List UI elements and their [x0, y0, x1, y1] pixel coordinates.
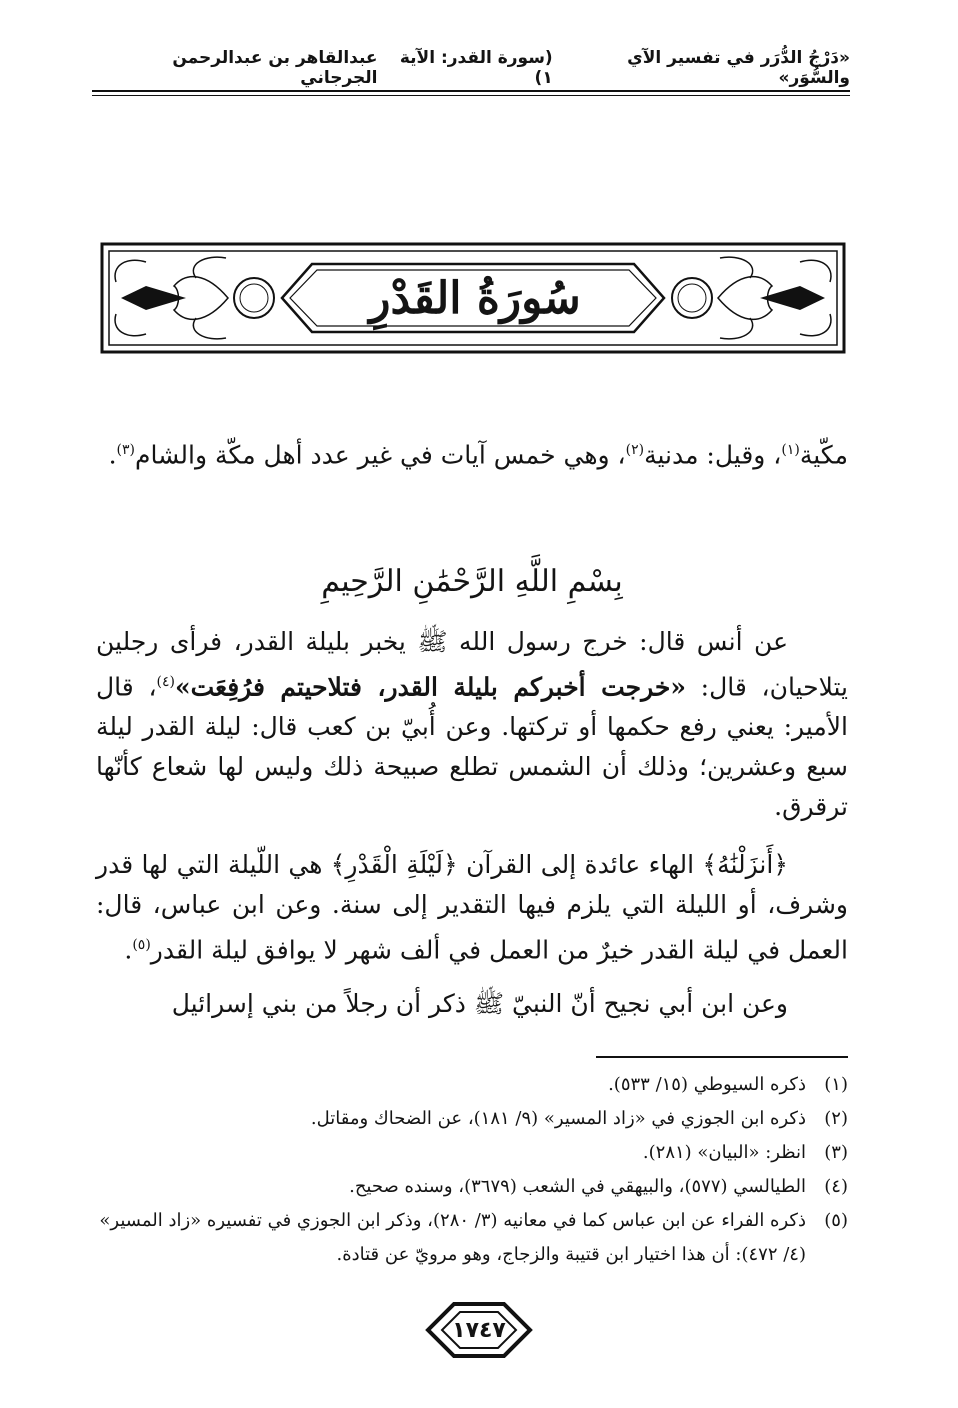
footnote-ref-1: (١) — [781, 442, 800, 458]
footnote-number: (٣) — [824, 1142, 848, 1163]
footnotes-list — [96, 1068, 848, 1272]
footnote-text: ذكره ابن الجوزي في «زاد المسير» (٩/ ١٨١)، عن الضحاك ومقاتل. — [310, 1108, 806, 1129]
page-number-ornament — [424, 1300, 534, 1360]
surah-intro-paragraph — [96, 430, 848, 475]
surah-title: سُورَةُ القَدْرِ — [369, 272, 581, 324]
footnote-text: ذكره السيوطي (١٥/ ٥٣٣). — [608, 1074, 806, 1095]
footnote-ref-4: (٤) — [156, 674, 175, 690]
intro-text-a: مكّية — [799, 440, 848, 470]
footnote-text: ذكره الفراء عن ابن عباس كما في معانيه (٣/ ٢٨٠)، وذكر ابن الجوزي في تفسيره «زاد المسير» (٤/ ٤٧٢): أن هذا اختيار ابن قتيبة والزجاج، وهو مرويّ عن قتادة. — [99, 1210, 806, 1265]
paragraph-ibn-abi-najih: وعن ابن أبي نجيح أنّ النبيّ ﷺ ذكر أن رجلاً من بني إسرائيل — [171, 989, 788, 1018]
footnote-ref-2: (٢) — [625, 442, 645, 458]
intro-text-c: ، وهي خمس آيات في غير عدد أهل مكّة والشام — [135, 440, 626, 470]
running-header — [92, 50, 850, 86]
footnote-text: الطيالسي (٥٧٧)، والبيهقي في الشعب (٣٦٧٩)، وسنده صحيح. — [349, 1176, 806, 1197]
header-author: عبدالقاهر بن عبدالرحمن الجرجاني — [172, 48, 378, 88]
paragraph-verse-commentary — [96, 845, 848, 970]
paragraph-anas-hadith — [96, 622, 848, 827]
p1-hadith-quote: «خرجت أخبركم بليلة القدر، فتلاحيتم فرُفِعَت» — [174, 672, 686, 702]
footnote-number: (٢) — [824, 1108, 848, 1129]
footnote-item — [96, 1204, 848, 1272]
footnote-ref-5: (٥) — [132, 937, 151, 953]
footnote-item — [96, 1170, 848, 1204]
footnote-separator — [596, 1056, 848, 1058]
p2-text-b: . — [124, 935, 133, 965]
footnote-ref-3: (٣) — [116, 442, 135, 458]
footnote-number: (١) — [824, 1074, 848, 1095]
p1-text-b: ، قال الأمير: يعني رفع حكمها أو تركتها. وعن أُبيّ بن كعب قال: ليلة القدر ليلة سبع وعشرين؛ وذلك أن الشمس تطلع صبيحة ذلك وليس لها شعاع كأنّها ترقرق. — [96, 672, 848, 822]
basmala: بِسْمِ اللَّهِ الرَّحْمَٰنِ الرَّحِيمِ — [321, 564, 623, 599]
page-number: ١٧٤٧ — [452, 1317, 506, 1343]
footnote-number: (٥) — [824, 1210, 848, 1231]
p1-text-a: عن أنس قال: خرج رسول الله ﷺ يخبر بليلة القدر، فرأى رجلين يتلاحيان، قال: — [96, 627, 848, 702]
footnote-item — [96, 1102, 848, 1136]
footnote-text: انظر: «البيان» (٢٨١). — [642, 1142, 806, 1163]
footnote-number: (٤) — [824, 1176, 848, 1197]
header-surah-verse: (سورة القدر: الآية ١) — [399, 48, 553, 88]
intro-text-d: . — [108, 440, 117, 470]
footnote-item — [96, 1068, 848, 1102]
p2-text-a: ﴿أَنزَلْنَٰهُ﴾ الهاء عائدة إلى القرآن ﴿لَيْلَةِ الْقَدْرِ﴾ هي اللّيلة التي لها قدر وشرف، أو الليلة التي يلزم فيها التقدير إلى سنة. وعن ابن عباس، قال: العمل في ليلة القدر خيرٌ من العمل في ألف شهر لا يوافق ليلة القدر — [96, 850, 848, 965]
header-book-title: «دَرْجُ الدُّرَر في تفسير الآي والسُّوَر» — [627, 48, 850, 88]
footnote-item — [96, 1136, 848, 1170]
intro-text-b: ، وقيل: مدنية — [644, 440, 782, 470]
header-rule — [92, 90, 850, 96]
